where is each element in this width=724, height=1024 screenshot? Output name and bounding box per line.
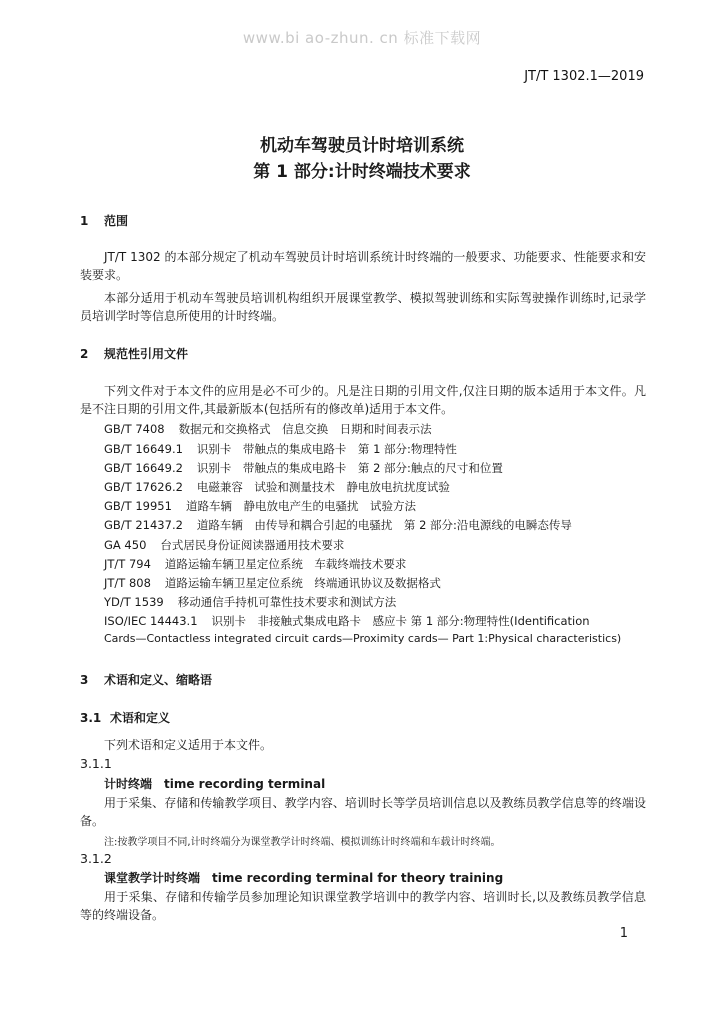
reference-item	[104, 517, 572, 533]
subsection-3-1-intro: 下列术语和定义适用于本文件。	[104, 738, 273, 752]
reference-item	[104, 441, 457, 457]
reference-title: 识别卡 带触点的集成电路卡 第 2 部分:触点的尺寸和位置	[196, 461, 503, 475]
term-number: 3.1.1	[80, 756, 112, 771]
reference-continuation: Cards—Contactless integrated circuit cards—Proximity cards— Part 1:Physical characteristics)	[104, 632, 622, 645]
reference-code: GB/T 7408	[104, 422, 165, 436]
term-name: 课堂教学计时终端 time recording terminal for theory training	[104, 871, 504, 885]
section-title: 术语和定义、缩略语	[104, 673, 213, 687]
subsection-title: 术语和定义	[110, 711, 171, 725]
section-2-heading	[80, 345, 188, 362]
reference-code: GB/T 19951	[104, 499, 172, 513]
subsection-number: 3.1	[80, 711, 102, 725]
reference-item	[104, 556, 406, 572]
reference-title: 道路运输车辆卫星定位系统 车载终端技术要求	[164, 557, 407, 571]
section-number: 2	[80, 347, 89, 361]
reference-item	[104, 421, 432, 437]
reference-title: 台式居民身份证阅读器通用技术要求	[160, 538, 345, 552]
section-2-intro: 下列文件对于本文件的应用是必不可少的。凡是注日期的引用文件,仅注日期的版本适用于本文件。凡是不注日期的引用文件,其最新版本(包括所有的修改单)适用于本文件。	[80, 384, 646, 416]
section-1-paragraph-1: JT/T 1302 的本部分规定了机动车驾驶员计时培训系统计时终端的一般要求、功能要求、性能要求和安装要求。	[80, 250, 646, 282]
section-1-paragraph-2: 本部分适用于机动车驾驶员培训机构组织开展课堂教学、模拟驾驶训练和实际驾驶操作训练时,记录学员培训学时等信息所使用的计时终端。	[80, 291, 646, 323]
reference-item	[104, 537, 344, 553]
subsection-3-1-heading	[80, 709, 170, 726]
term-number: 3.1.2	[80, 851, 112, 866]
reference-title: 电磁兼容 试验和测量技术 静电放电抗扰度试验	[196, 480, 450, 494]
reference-title: 道路车辆 由传导和耦合引起的电骚扰 第 2 部分:沿电源线的电瞬态传导	[196, 518, 572, 532]
reference-title: 数据元和交换格式 信息交换 日期和时间表示法	[178, 422, 432, 436]
term-definition: 用于采集、存储和传输学员参加理论知识课堂教学培训中的教学内容、培训时长,以及教练员教学信息等的终端设备。	[80, 890, 646, 922]
reference-code: JT/T 794	[104, 557, 151, 571]
reference-code: YD/T 1539	[104, 595, 164, 609]
reference-code: GB/T 21437.2	[104, 518, 183, 532]
section-title: 范围	[104, 214, 129, 228]
reference-code: GB/T 16649.2	[104, 461, 183, 475]
reference-item	[104, 460, 503, 476]
section-title: 规范性引用文件	[104, 347, 189, 361]
page-number: 1	[619, 926, 628, 941]
reference-code: GB/T 16649.1	[104, 442, 183, 456]
reference-code: ISO/IEC 14443.1	[104, 614, 198, 628]
reference-code: JT/T 808	[104, 576, 151, 590]
reference-item	[104, 479, 450, 495]
section-number: 1	[80, 214, 89, 228]
watermark: www.bi ao-zhun. cn 标准下载网	[242, 29, 482, 47]
term-name: 计时终端 time recording terminal	[104, 777, 326, 791]
reference-code: GB/T 17626.2	[104, 480, 183, 494]
reference-title: 道路车辆 静电放电产生的电骚扰 试验方法	[185, 499, 416, 513]
section-1-heading	[80, 212, 128, 229]
reference-title: 道路运输车辆卫星定位系统 终端通讯协议及数据格式	[164, 576, 441, 590]
term-note: 注:按教学项目不同,计时终端分为课堂教学计时终端、模拟训练计时终端和车载计时终端。	[104, 837, 501, 848]
reference-item	[104, 594, 396, 610]
reference-code: GA 450	[104, 538, 147, 552]
reference-title: 识别卡 非接触式集成电路卡 感应卡 第 1 部分:物理特性(Identification	[211, 614, 590, 628]
section-number: 3	[80, 673, 89, 687]
reference-title: 识别卡 带触点的集成电路卡 第 1 部分:物理特性	[196, 442, 457, 456]
term-definition: 用于采集、存储和传输教学项目、教学内容、培训时长等学员培训信息以及教练员教学信息等的终端设备。	[80, 796, 646, 828]
document-number: JT/T 1302.1—2019	[524, 69, 644, 84]
reference-title: 移动通信手持机可靠性技术要求和测试方法	[177, 595, 397, 609]
document-subtitle: 第 1 部分:计时终端技术要求	[253, 162, 471, 182]
reference-item	[104, 575, 441, 591]
reference-item	[104, 613, 590, 629]
document-title: 机动车驾驶员计时培训系统	[260, 136, 464, 156]
section-3-heading	[80, 671, 212, 688]
reference-item	[104, 498, 416, 514]
